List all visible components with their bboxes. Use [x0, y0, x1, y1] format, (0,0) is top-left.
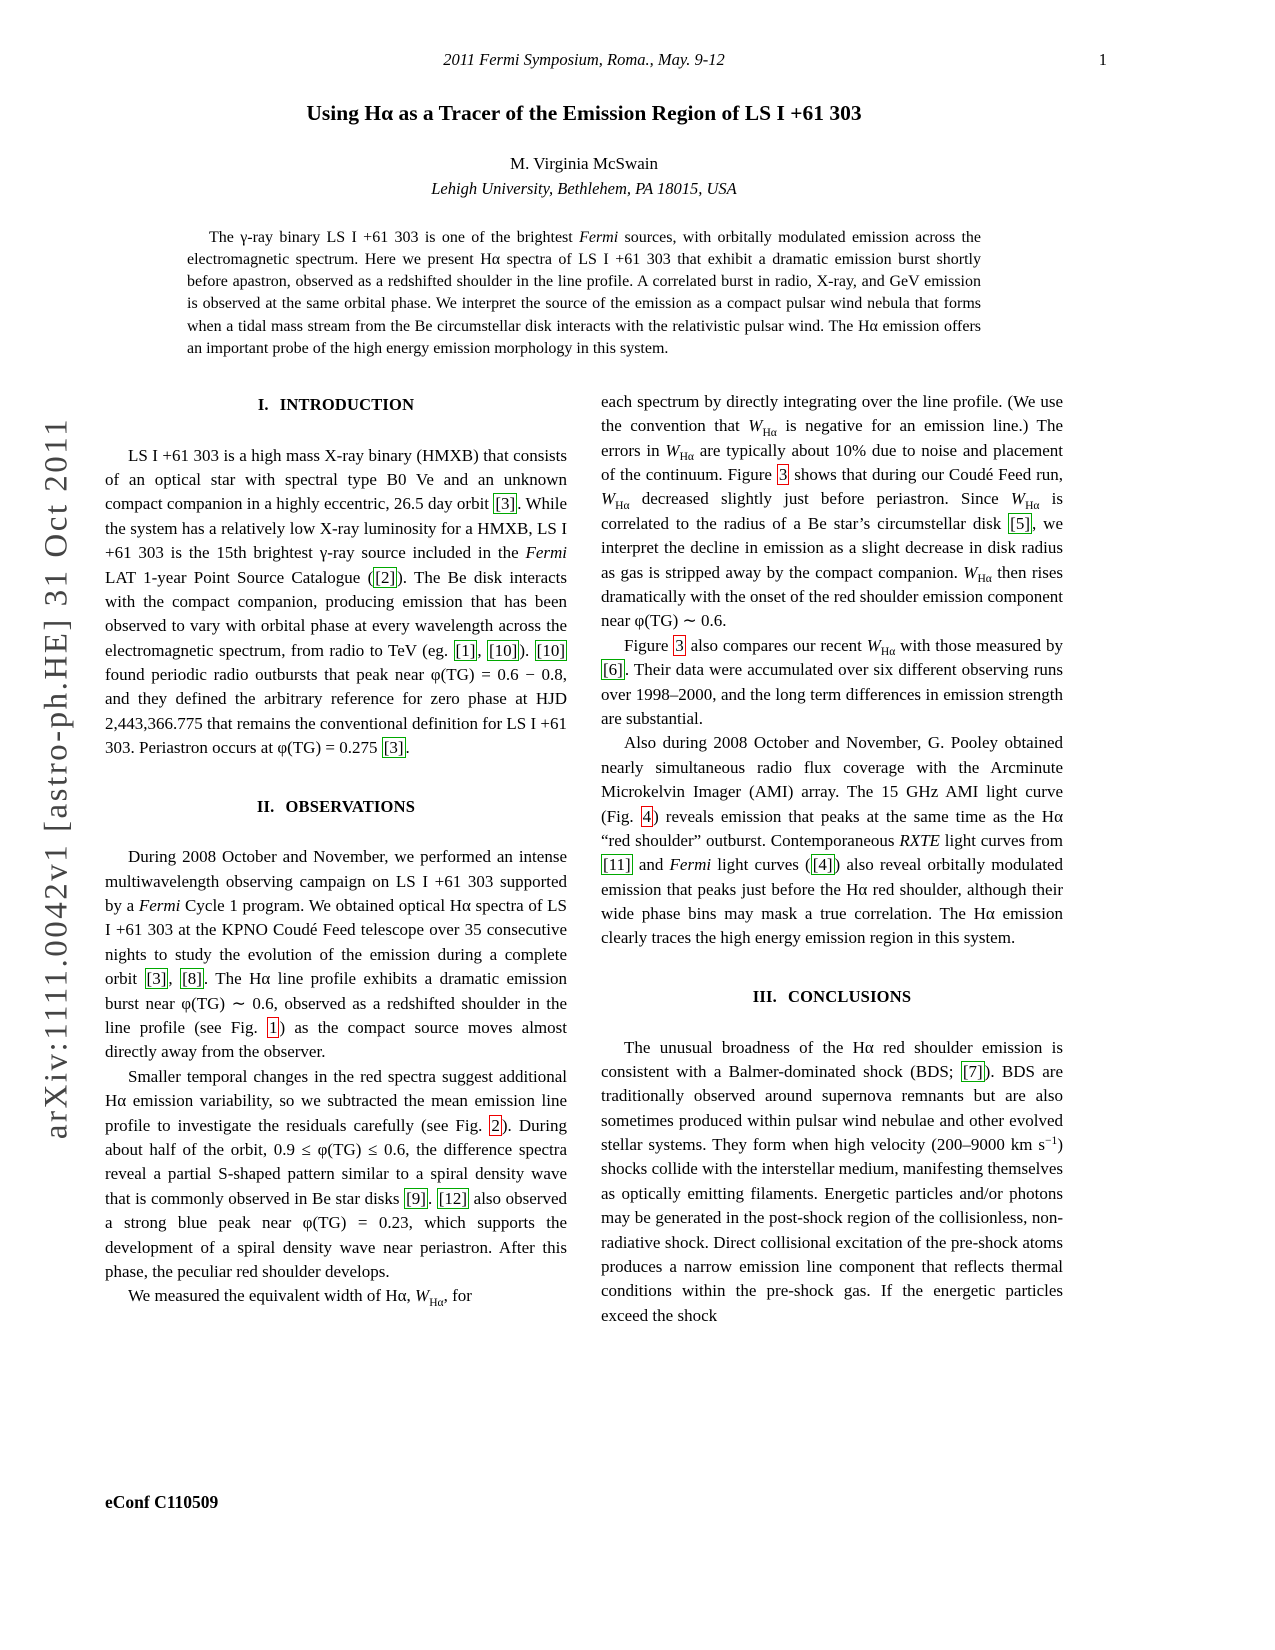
italic-text: Fermi	[138, 896, 181, 916]
text-segment: We measured the equivalent width of Hα,	[128, 1286, 416, 1306]
text-segment: ). The Be disk interacts with the compact companion, producing emission that has been observed to vary with orbital phase at every wavelength across the electromagnetic spectrum, from radio to TeV (eg.	[105, 567, 567, 660]
citation-link[interactable]: [10]	[489, 640, 518, 660]
citation-link[interactable]: [7]	[962, 1061, 983, 1081]
text-segment: ) as the compact source moves almost directly away from the observer.	[105, 1018, 567, 1062]
section-heading	[105, 795, 567, 819]
citation-link[interactable]: [1]	[455, 640, 476, 660]
figure-link[interactable]: 3	[675, 635, 684, 655]
conference-name: 2011 Fermi Symposium, Roma., May. 9-12	[443, 50, 725, 69]
paragraph	[105, 444, 567, 761]
paragraph	[105, 1065, 567, 1285]
section-title: OBSERVATIONS	[285, 796, 416, 816]
figure-link[interactable]: 2	[491, 1115, 500, 1135]
text-segment: ,	[477, 640, 488, 660]
two-column-body	[105, 390, 1063, 1328]
figure-link[interactable]: 1	[268, 1018, 278, 1038]
text-segment: ). BDS are traditionally observed around supernova remnants but are also sometimes produced within pulsar wind nebulae and other evolved stellar systems. They form when high velocity (200–9000 km s	[601, 1061, 1063, 1155]
citation-link[interactable]: [2]	[375, 567, 396, 587]
text-segment: . The Hα line profile exhibits a dramatic emission burst near φ(TG) ∼ 0.6, observed as a redshifted shoulder in the line profile (see Fig.	[105, 969, 568, 1038]
text-segment: also compares our recent	[685, 635, 867, 655]
italic-text: Fermi	[525, 543, 567, 563]
citation-link[interactable]: [3]	[495, 494, 516, 514]
affiliation: Lehigh University, Bethlehem, PA 18015, USA	[431, 178, 737, 198]
figure-link[interactable]: 3	[778, 465, 788, 485]
left-column	[105, 390, 567, 1328]
text-segment: .	[427, 1188, 437, 1208]
citation-link[interactable]: [4]	[812, 855, 833, 875]
text-segment: ). During about half of the orbit, 0.9 ≤ φ(TG) ≤ 0.6, the difference spectra reveal a partial S-shaped pattern similar to a spiral density wave that is commonly observed in Be star disks	[105, 1115, 567, 1208]
abstract	[187, 227, 981, 360]
running-header	[105, 50, 1107, 70]
italic-text: W	[601, 489, 616, 509]
text-segment: shows that during our Coudé Feed run,	[789, 465, 1063, 485]
paragraph	[601, 634, 1063, 732]
citation-link[interactable]: [6]	[603, 660, 623, 680]
text-segment: also observed a strong blue peak near φ(TG) = 0.23, which supports the development of a spiral density wave near periastron. After this phase, the peculiar red shoulder develops.	[105, 1188, 567, 1281]
text-segment: . Their data were accumulated over six different observing runs over 1998–2000, and the long term differences in emission strength are substantial.	[601, 660, 1063, 728]
paragraph	[105, 1284, 567, 1308]
subscript-text: Hα	[429, 1295, 444, 1309]
italic-text: W	[963, 562, 978, 582]
text-segment: is negative for an emission line.) The errors in	[601, 416, 1063, 460]
page-number: 1	[1098, 50, 1107, 69]
text-segment: LAT 1-year Point Source Catalogue (	[105, 567, 374, 587]
text-segment: . While the system has a relatively low X-ray luminosity for a HMXB, LS I +61 303 is the 15th brightest γ-ray source included in the	[105, 494, 568, 563]
italic-text: W	[415, 1286, 430, 1306]
section-number: III.	[752, 986, 777, 1006]
subscript-text: Hα	[880, 645, 896, 659]
text-segment: The unusual broadness of the Hα red shoulder emission is consistent with a Balmer-dominated shock (BDS;	[601, 1037, 1063, 1081]
section-number: I.	[257, 394, 269, 414]
italic-text: W	[665, 440, 680, 460]
subscript-text: Hα	[762, 425, 777, 439]
citation-link[interactable]: [11]	[603, 855, 631, 875]
citation-link[interactable]: [12]	[438, 1188, 468, 1208]
text-segment: , for	[443, 1286, 472, 1306]
subscript-text: Hα	[679, 450, 694, 464]
section-number: II.	[256, 796, 275, 816]
text-segment: is correlated to the radius of a Be star’s circumstellar disk	[601, 489, 1064, 533]
italic-text: Fermi	[669, 855, 712, 875]
superscript-text: −1	[1045, 1134, 1058, 1148]
text-segment: Smaller temporal changes in the red spectra suggest additional Hα emission variability, so we subtracted the mean emission line profile to investigate the residuals carefully (see Fig.	[105, 1066, 567, 1135]
text-segment: During 2008 October and November, we performed an intense multiwavelength observing campaign on LS I +61 303 supported by a	[105, 847, 567, 916]
text-segment: ) shocks collide with the interstellar medium, manifesting themselves as optically emitting filaments. Energetic particles and/or photons may be generated in the post-shock region of the collisionless, non-radiative shock. Direct collisional excitation of the pre-shock atoms produces a narrow emission line component that reflects thermal conditions within the pre-shock gas. If the energetic particles exceed the shock	[601, 1135, 1063, 1325]
italic-text: W	[748, 416, 763, 436]
text-segment: .	[405, 738, 410, 758]
citation-link[interactable]: [3]	[383, 738, 404, 758]
subscript-text: Hα	[977, 572, 992, 585]
text-segment: decreased slightly just before periastron. Since	[629, 489, 1011, 509]
text-segment: then rises dramatically with the onset of the red shoulder emission component near φ(TG) ∼ 0.6.	[601, 562, 1063, 631]
citation-link[interactable]: [10]	[536, 640, 565, 660]
paragraph	[601, 390, 1063, 634]
text-segment: light curves from	[939, 830, 1063, 850]
italic-text: W	[866, 635, 881, 655]
paper-content	[105, 50, 1107, 1328]
author-name: M. Virginia McSwain	[509, 153, 659, 173]
text-segment: Cycle 1 program. We obtained optical Hα spectra of LS I +61 303 at the KPNO Coudé Feed telescope over 35 consecutive nights to study the evolution of the emission during a complete orbit	[105, 896, 567, 989]
italic-text: W	[1010, 489, 1026, 509]
citation-link[interactable]: [8]	[182, 969, 202, 989]
citation-link[interactable]: [3]	[146, 969, 167, 989]
subscript-text: Hα	[615, 498, 630, 512]
paragraph	[105, 845, 567, 1065]
italic-text: RXTE	[899, 830, 940, 850]
section-title: CONCLUSIONS	[787, 986, 912, 1006]
report-number: eConf C110509	[105, 1492, 219, 1512]
text-segment: ).	[519, 640, 535, 660]
figure-link[interactable]: 4	[642, 806, 652, 826]
text-segment: are typically about 10% due to noise and placement of the continuum. Figure	[601, 440, 1063, 485]
italic-text: Fermi	[579, 228, 619, 246]
text-segment: and	[632, 855, 670, 875]
paragraph	[601, 731, 1063, 951]
citation-link[interactable]: [5]	[1010, 513, 1030, 533]
text-segment: with those measured by	[895, 635, 1063, 655]
section-heading	[601, 985, 1063, 1009]
text-segment: ) also reveal orbitally modulated emission that peaks just before the Hα red shoulder, although their wide phase bins may mask a true correlation. The Hα emission clearly traces the high energy emission region in this system.	[601, 855, 1064, 948]
text-segment: The γ-ray binary LS I +61 303 is one of the brightest	[209, 228, 580, 246]
text-segment: , we interpret the decline in emission as a slight decrease in disk radius as gas is stripped away by the compact companion.	[601, 513, 1064, 582]
right-column	[601, 390, 1063, 1328]
text-segment: Figure	[624, 635, 674, 655]
text-segment: light curves (	[711, 855, 811, 875]
text-segment: ,	[168, 969, 181, 989]
section-heading	[105, 393, 567, 417]
paper-title: Using Hα as a Tracer of the Emission Region of LS I +61 303	[306, 101, 862, 125]
text-segment: sources, with orbitally modulated emission across the electromagnetic spectrum. Here we present Hα spectra of LS I +61 303 that exhibit a dramatic emission burst shortly before apastron, observed as a redshifted shoulder in the line profile. A correlated burst in radio, X-ray, and GeV emission is observed at the same orbital phase. We interpret the source of the emission as a compact pulsar wind nebula that forms when a tidal mass stream from the Be circumstellar disk interacts with the relativistic pulsar wind. The Hα emission offers an important probe of the high energy emission morphology in this system.	[187, 228, 981, 357]
subscript-text: Hα	[1025, 498, 1040, 512]
text-segment: each spectrum by directly integrating over the line profile. (We use the convention that	[601, 391, 1063, 436]
arxiv-watermark: arXiv:1111.0042v1 [astro-ph.HE] 31 Oct 2011	[38, 416, 75, 1140]
text-segment: Also during 2008 October and November, G. Pooley obtained nearly simultaneous radio flux coverage with the Arcminute Microkelvin Imager (AMI) array. The 15 GHz AMI light curve (Fig.	[601, 733, 1063, 826]
text-segment: LS I +61 303 is a high mass X-ray binary (HMXB) that consists of an optical star with spectral type B0 Ve and an unknown compact companion in a highly eccentric, 26.5 day orbit	[105, 445, 567, 514]
text-segment: found periodic radio outbursts that peak near φ(TG) = 0.6 − 0.8, and they defined the arbitrary reference for zero phase at HJD 2,443,366.775 that remains the conventional definition for LS I +61 303. Periastron occurs at φ(TG) = 0.275	[105, 665, 567, 758]
section-title: INTRODUCTION	[279, 394, 415, 414]
paragraph	[601, 1036, 1063, 1329]
citation-link[interactable]: [9]	[406, 1188, 426, 1208]
text-segment: ) reveals emission that peaks at the same time as the Hα “red shoulder” outburst. Contemporaneous	[601, 806, 1063, 850]
